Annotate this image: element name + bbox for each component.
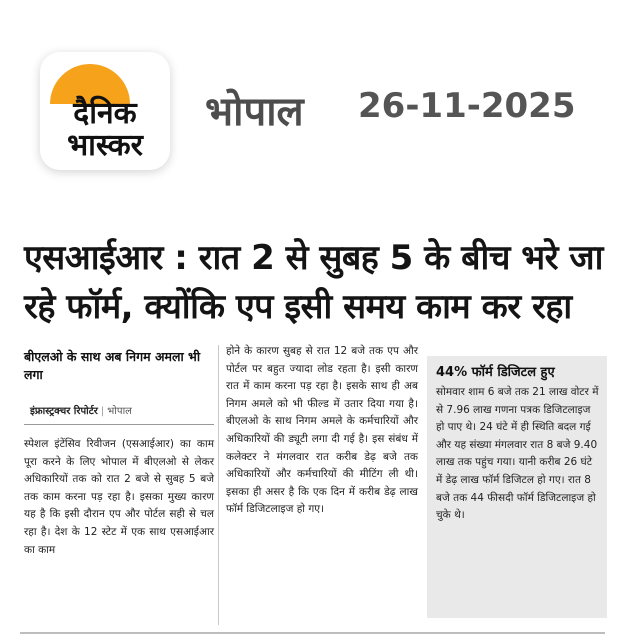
logo-text-line2: भास्कर xyxy=(67,128,143,163)
column2-body: होने के कारण सुबह से रात 12 बजे तक एप और पोर्टल पर बहुत ज्यादा लोड रहता है। इसी कारण रात में काम करना पड़ रहा है। इसके साथ ही अब निगम अमले को भी फील्ड में उतार दिया गया है। बीएलओ के साथ निगम अमले के कर्मचारियों और अधिकारियों की ड्यूटी लगा दी गई है। इस संबंध में कलेक्टर ने मंगलवार रात करीब डेढ़ बजे तक अधिकारियों और कर्मचारियों की मीटिंग ली थी। इसका ही असर है कि एक दिन में करीब डेढ़ लाख फॉर्म डिजिटलाइज हो गए। xyxy=(226,345,418,516)
sidebar-box-body: सोमवार शाम 6 बजे तक 21 लाख वोटर में से 7.96 लाख गणना पत्रक डिजिटलाइज हो पाए थे। 24 घंटे में ही स्थिति बदल गई और यह संख्या मंगलवार रात 8 बजे 9.40 लाख तक पहुंच गया। यानी करीब 26 घंटे में डेढ़ लाख फॉर्म डिजिटल हो गए। रात 8 बजे तक 44 फीसदी फॉर्म डिजिटलाइज हो चुके थे। xyxy=(436,386,599,522)
byline-reporter: इंफ्रास्ट्रक्चर रिपोर्टर xyxy=(30,406,98,417)
byline: इंफ्रास्ट्रक्चर रिपोर्टर | भोपाल xyxy=(30,406,132,417)
column-divider xyxy=(218,345,219,625)
edition-city: भोपाल xyxy=(205,89,304,135)
headline xyxy=(24,234,604,332)
sidebar-box-title: 44% फॉर्म डिजिटल हुए xyxy=(436,365,555,380)
bottom-divider xyxy=(20,632,605,634)
headline-line2: रहे फॉर्म, क्योंकि एप इसी समय काम कर रहा xyxy=(24,287,572,327)
logo-text-line1: दैनिक xyxy=(73,96,137,131)
edition-date: 26-11-2025 xyxy=(358,86,576,126)
headline-line1: एसआईआर : रात 2 से सुबह 5 के बीच भरे जा xyxy=(24,238,603,278)
dainik-bhaskar-logo xyxy=(40,52,170,170)
byline-city: भोपाल xyxy=(107,406,132,417)
column1-body: स्पेशल इंटेंसिव रिवीजन (एसआईआर) का काम पूरा करने के लिए भोपाल में बीएलओ से लेकर अधिकारियों तक को रात 2 बजे से सुबह 5 बजे तक काम करना पड़ रहा है। इसका मुख्य कारण यह है कि इसी दौरान एप और पोर्टल सही से चल रहा है। देश के 12 स्टेट में एक साथ एसआईआर का काम xyxy=(24,438,214,556)
divider xyxy=(24,424,214,425)
column1-subheading: बीएलओ के साथ अब निगम अमला भी लगा xyxy=(24,349,201,382)
